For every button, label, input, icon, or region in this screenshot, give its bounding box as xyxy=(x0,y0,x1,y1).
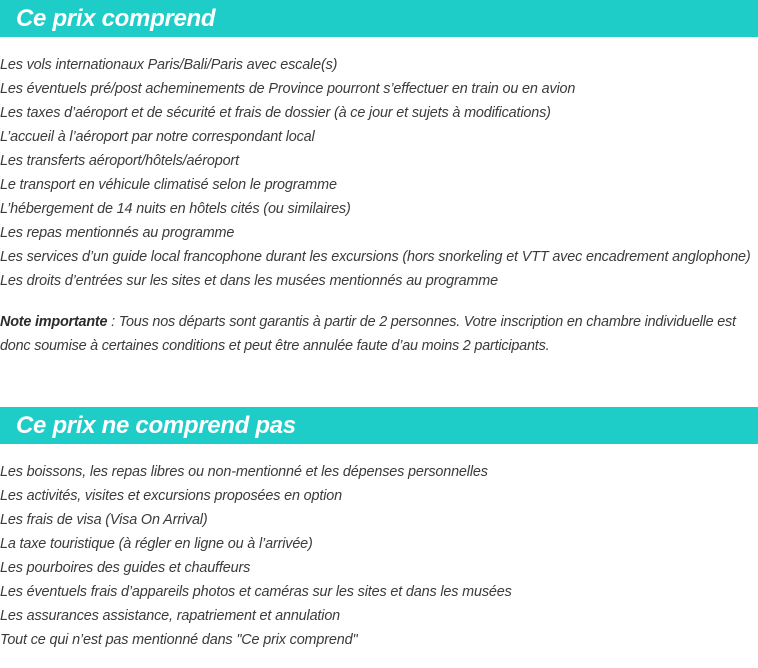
list-item: Les activités, visites et excursions proposées en option xyxy=(0,488,342,504)
important-note-text: : Tous nos départs sont garantis à partir de 2 personnes. Votre inscription en chambre individuelle est donc soumise à certaines conditions et peut être annulée faute d’au moins 2 participants. xyxy=(0,314,736,354)
list-item: Les assurances assistance, rapatriement et annulation xyxy=(0,608,341,624)
list-item: Les transferts aéroport/hôtels/aéroport xyxy=(0,153,239,169)
list-item: Les frais de visa (Visa On Arrival) xyxy=(0,512,208,528)
section-title-excludes: Ce prix ne comprend pas xyxy=(16,412,296,439)
list-item: Les services d’un guide local francophone durant les excursions (hors snorkeling et VTT avec encadrement anglophone) xyxy=(0,249,751,265)
list-item: Tout ce qui n’est pas mentionné dans "Ce prix comprend" xyxy=(0,632,358,648)
list-item: Les éventuels frais d’appareils photos et caméras sur les sites et dans les musées xyxy=(0,584,512,600)
excludes-list xyxy=(0,460,758,652)
list-item: Le transport en véhicule climatisé selon le programme xyxy=(0,177,337,193)
list-item: L’hébergement de 14 nuits en hôtels cités (ou similaires) xyxy=(0,201,351,217)
list-item: Les repas mentionnés au programme xyxy=(0,225,235,241)
list-item: Les pourboires des guides et chauffeurs xyxy=(0,560,251,576)
section-title-includes: Ce prix comprend xyxy=(16,5,216,32)
important-note xyxy=(0,310,752,358)
list-item: Les éventuels pré/post acheminements de Province pourront s’effectuer en train ou en avion xyxy=(0,81,576,97)
list-item: Les taxes d’aéroport et de sécurité et frais de dossier (à ce jour et sujets à modifications) xyxy=(0,105,551,121)
list-item: Les boissons, les repas libres ou non-mentionné et les dépenses personnelles xyxy=(0,464,488,480)
includes-list xyxy=(0,53,758,293)
section-header-includes xyxy=(0,0,758,37)
section-header-excludes xyxy=(0,407,758,444)
list-item: Les droits d’entrées sur les sites et dans les musées mentionnés au programme xyxy=(0,273,498,289)
important-note-label: Note importante xyxy=(0,314,108,330)
list-item: L’accueil à l’aéroport par notre correspondant local xyxy=(0,129,315,145)
list-item: Les vols internationaux Paris/Bali/Paris avec escale(s) xyxy=(0,57,338,73)
list-item: La taxe touristique (à régler en ligne ou à l’arrivée) xyxy=(0,536,313,552)
